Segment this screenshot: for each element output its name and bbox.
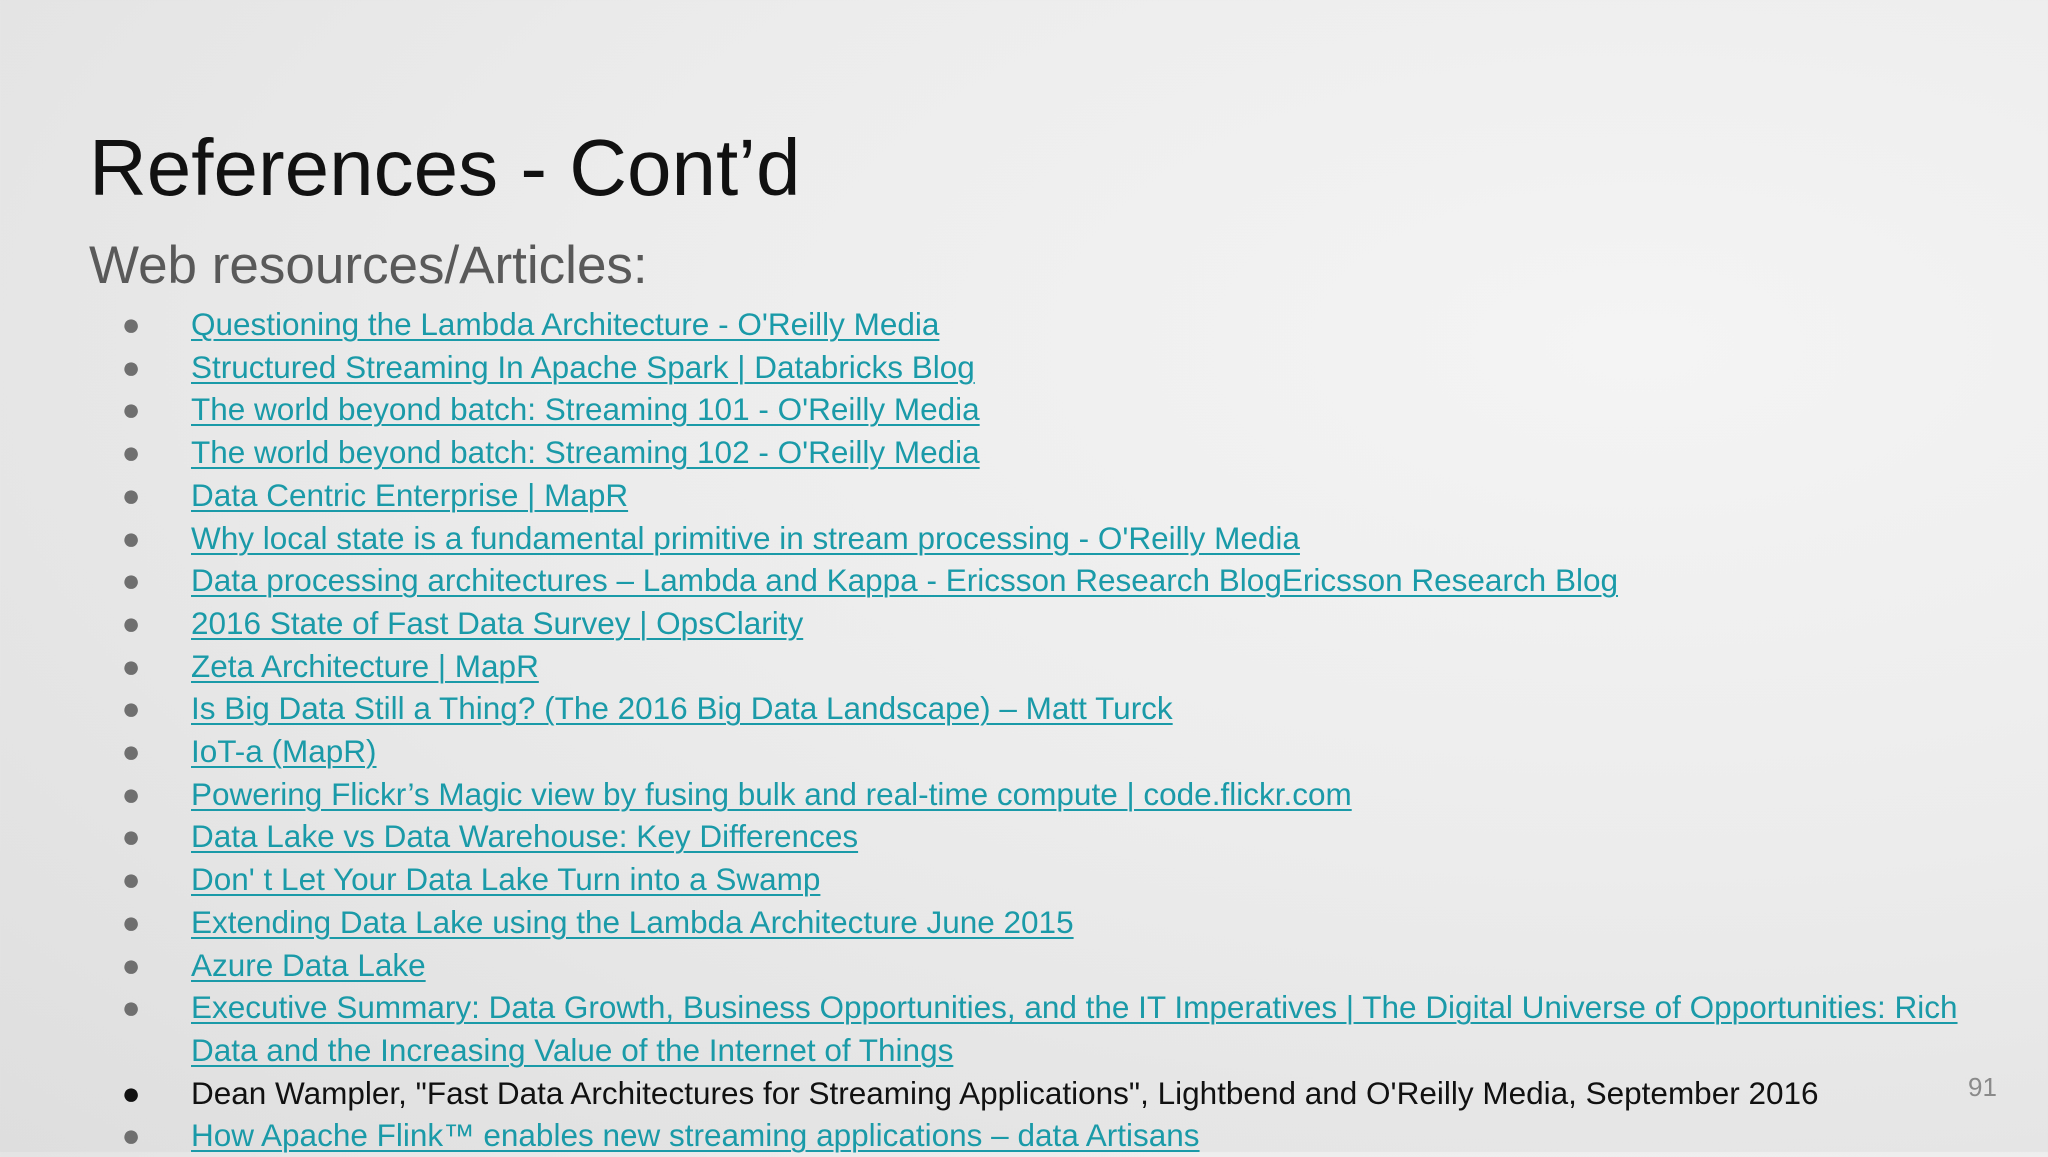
reference-link[interactable]: The world beyond batch: Streaming 101 - O'Reilly Media: [191, 391, 980, 428]
reference-item: [0, 773, 2000, 816]
bullet-icon: ●: [121, 476, 141, 513]
reference-link[interactable]: Data processing architectures – Lambda and Kappa - Ericsson Research BlogEricsson Research Blog: [191, 562, 1618, 599]
reference-link[interactable]: Data Centric Enterprise | MapR: [191, 476, 629, 513]
reference-link[interactable]: How Apache Flink™ enables new streaming applications – data Artisans: [191, 1117, 1200, 1154]
bullet-icon: ●: [121, 1074, 141, 1111]
bullet-icon: ●: [121, 818, 141, 855]
section-subtitle: Web resources/Articles:: [89, 236, 648, 295]
slide-title: References - Cont’d: [89, 123, 801, 212]
reference-item: [0, 388, 2000, 431]
bullet-icon: ●: [121, 903, 141, 940]
reference-item: [0, 474, 2000, 517]
bullet-icon: ●: [121, 348, 141, 385]
bullet-icon: ●: [121, 733, 141, 770]
bullet-icon: ●: [121, 775, 141, 812]
reference-item: [0, 517, 2000, 560]
reference-item: [0, 559, 2000, 602]
reference-item: [0, 1114, 2000, 1157]
reference-item: [0, 986, 2000, 1071]
reference-list: [0, 303, 2000, 1157]
bullet-icon: ●: [121, 519, 141, 556]
bullet-icon: ●: [121, 1117, 141, 1154]
reference-link[interactable]: Powering Flickr’s Magic view by fusing bulk and real-time compute | code.flickr.com: [191, 775, 1352, 812]
reference-item: [0, 346, 2000, 389]
reference-link[interactable]: Structured Streaming In Apache Spark | Databricks Blog: [191, 348, 975, 385]
bullet-icon: ●: [121, 434, 141, 471]
reference-link[interactable]: Data Lake vs Data Warehouse: Key Differences: [191, 818, 859, 855]
bullet-icon: ●: [121, 391, 141, 428]
reference-link[interactable]: Don' t Let Your Data Lake Turn into a Swamp: [191, 861, 821, 898]
bullet-icon: ●: [121, 562, 141, 599]
reference-link[interactable]: Why local state is a fundamental primitive in stream processing - O'Reilly Media: [191, 519, 1300, 556]
bullet-icon: ●: [121, 604, 141, 641]
reference-item: [0, 687, 2000, 730]
reference-item: [0, 602, 2000, 645]
reference-item: [0, 944, 2000, 987]
reference-item: [0, 858, 2000, 901]
bullet-icon: ●: [121, 306, 141, 342]
reference-item: [0, 730, 2000, 773]
bullet-icon: ●: [121, 989, 141, 1026]
reference-link[interactable]: Azure Data Lake: [191, 946, 426, 983]
reference-citation: Dean Wampler, "Fast Data Architectures for Streaming Applications", Lightbend and O'Reilly Media, September 2016: [191, 1074, 1819, 1111]
bullet-icon: ●: [121, 861, 141, 898]
bullet-icon: ●: [121, 946, 141, 983]
reference-link[interactable]: The world beyond batch: Streaming 102 - O'Reilly Media: [191, 434, 980, 471]
reference-link[interactable]: IoT-a (MapR): [191, 733, 377, 770]
reference-link[interactable]: Questioning the Lambda Architecture - O'Reilly Media: [191, 306, 940, 342]
bullet-icon: ●: [121, 690, 141, 727]
reference-item: [0, 815, 2000, 858]
reference-link[interactable]: Executive Summary: Data Growth, Business Opportunities, and the IT Imperatives | The Digital Universe of Opportunities: Rich Data and the Increasing Value of the Internet of Things: [191, 989, 1958, 1068]
reference-link[interactable]: Zeta Architecture | MapR: [191, 647, 539, 684]
page-number: 91: [1968, 1072, 1997, 1102]
reference-item: [0, 901, 2000, 944]
reference-item: [0, 1072, 2000, 1115]
reference-item: [0, 645, 2000, 688]
reference-item: [0, 303, 2000, 346]
reference-item: [0, 431, 2000, 474]
reference-link[interactable]: Is Big Data Still a Thing? (The 2016 Big Data Landscape) – Matt Turck: [191, 690, 1173, 727]
reference-link[interactable]: 2016 State of Fast Data Survey | OpsClarity: [191, 604, 804, 641]
reference-link[interactable]: Extending Data Lake using the Lambda Architecture June 2015: [191, 903, 1074, 940]
bullet-icon: ●: [121, 647, 141, 684]
